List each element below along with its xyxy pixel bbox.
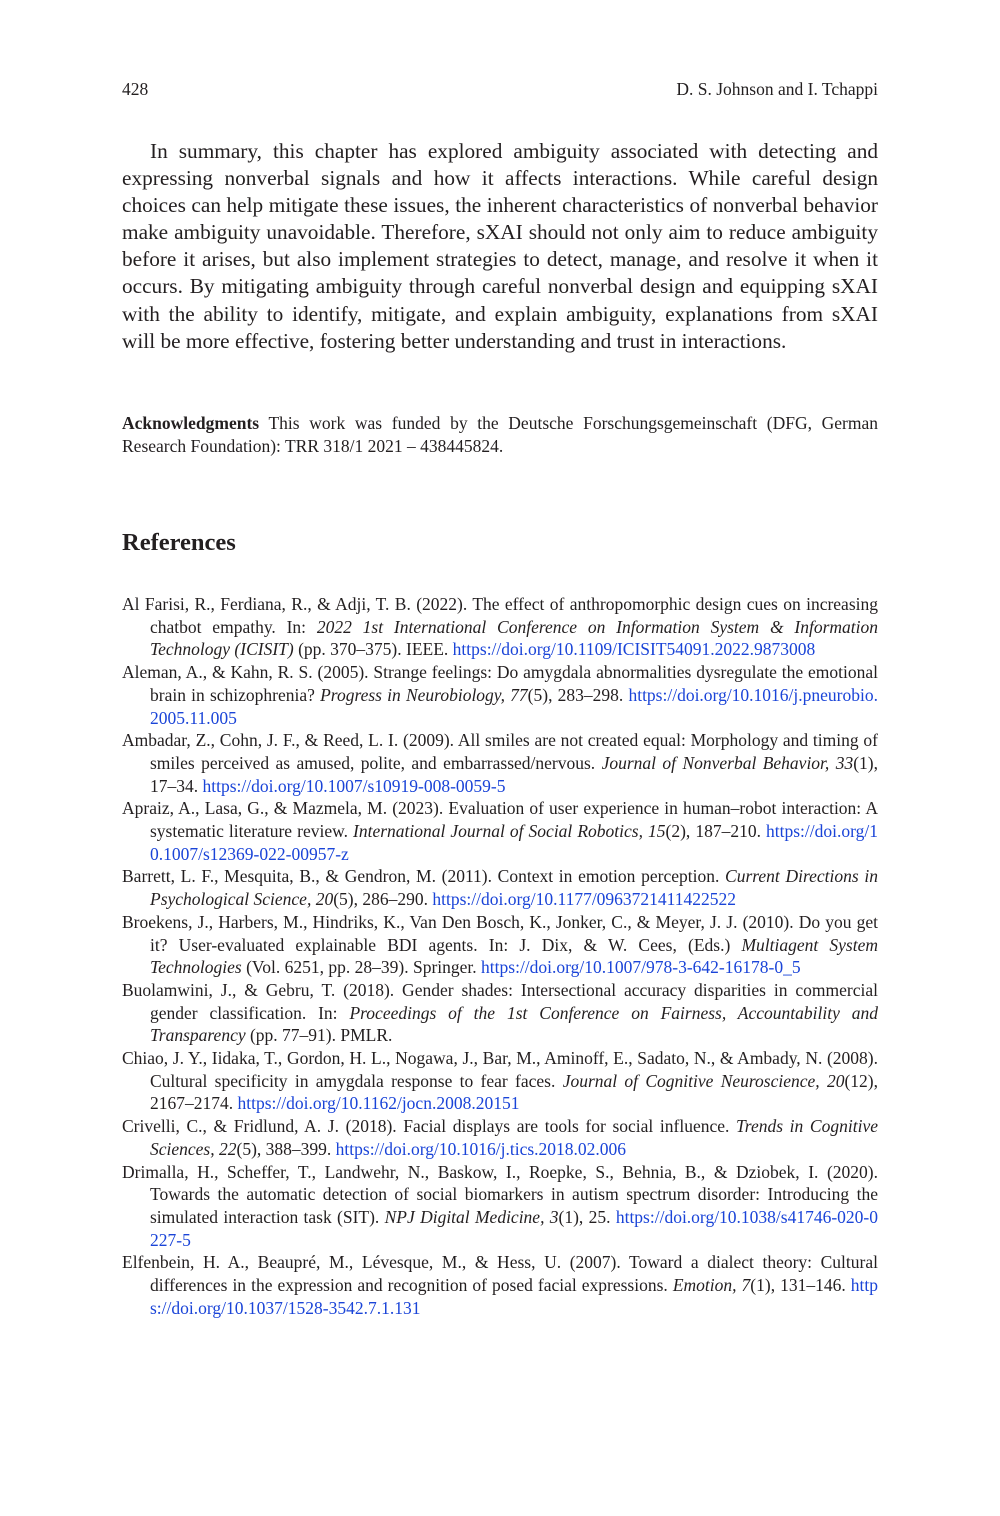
reference-authors: Barrett, L. F., Mesquita, B., & Gendron, M. (2011). Context in emotion perception. — [122, 866, 726, 887]
reference-item — [122, 729, 878, 797]
acknowledgments — [122, 412, 878, 457]
reference-doi-link[interactable]: https://doi.org/10.1016/j.pneurobio.2005.11.005 — [150, 684, 878, 728]
reference-venue: NPJ Digital Medicine, 3 — [384, 1206, 559, 1227]
reference-details: (Vol. 6251, pp. 28–39). Springer. — [241, 957, 482, 978]
reference-details: (12), 2167–2174. — [150, 1070, 879, 1114]
reference-venue: Proceedings of the 1st Conference on Fairness, Accountability and Transparency — [150, 1002, 878, 1046]
reference-doi-link[interactable]: https://doi.org/10.1037/1528-3542.7.1.131 — [150, 1275, 879, 1318]
reference-details: (1), 25. — [558, 1206, 616, 1227]
acknowledgments-text: This work was funded by the Deutsche Forschungsgemeinschaft (DFG, German Research Foundation): TRR 318/1 2021 – 438445824. — [122, 413, 879, 456]
reference-authors: Drimalla, H., Scheffer, T., Landwehr, N., Baskow, I., Roepke, S., Behnia, B., & Dziobek, I. (2020). Towards the automatic detection of social biomarkers in autism spectrum disorder: Introducing the simulated interaction task (SIT). — [122, 1161, 878, 1227]
reference-venue: International Journal of Social Robotics, 15 — [353, 821, 666, 842]
page-number: 428 — [122, 79, 149, 99]
reference-item — [122, 593, 878, 661]
reference-details: (5), 388–399. — [236, 1138, 336, 1159]
reference-list — [122, 593, 878, 1320]
reference-doi-link[interactable]: https://doi.org/10.1109/ICISIT54091.2022.9873008 — [452, 639, 816, 660]
running-head-authors: D. S. Johnson and I. Tchappi — [676, 79, 878, 99]
reference-item — [122, 1251, 878, 1319]
reference-doi-link[interactable]: https://doi.org/10.1016/j.tics.2018.02.006 — [335, 1138, 627, 1159]
reference-item — [122, 797, 878, 865]
reference-authors: Apraiz, A., Lasa, G., & Mazmela, M. (2023). Evaluation of user experience in human–robot interaction: A systematic literature review. — [122, 798, 878, 842]
reference-doi-link[interactable]: https://doi.org/10.1007/978-3-642-16178-0_5 — [481, 957, 801, 978]
reference-venue: Multiagent System Technologies — [150, 934, 879, 978]
reference-details: (pp. 370–375). IEEE. — [293, 639, 453, 660]
reference-authors: Elfenbein, H. A., Beaupré, M., Lévesque, M., & Hess, U. (2007). Toward a dialect theory: Cultural differences in the expression and recognition of posed facial expressions. — [122, 1252, 878, 1296]
reference-details: (1), 17–34. — [150, 752, 878, 796]
reference-details: (pp. 77–91). PMLR. — [245, 1025, 393, 1046]
reference-venue: 2022 1st International Conference on Information System & Information Technology (ICISIT) — [150, 616, 878, 660]
reference-item — [122, 1115, 878, 1160]
acknowledgments-label: Acknowledgments — [122, 413, 260, 433]
reference-item — [122, 1161, 878, 1252]
reference-venue: Journal of Nonverbal Behavior, 33 — [601, 752, 854, 773]
reference-authors: Broekens, J., Harbers, M., Hindriks, K., Van Den Bosch, K., Jonker, C., & Meyer, J. J. (2010). Do you get it? User-evaluated explainable BDI agents. In: J. Dix, & W. Cees, (Eds.) — [122, 911, 878, 955]
reference-authors: Aleman, A., & Kahn, R. S. (2005). Strange feelings: Do amygdala abnormalities dysregulate the emotional brain in schizophrenia? — [122, 662, 878, 705]
reference-doi-link[interactable]: https://doi.org/10.1007/s10919-008-0059-5 — [202, 775, 506, 796]
reference-authors: Crivelli, C., & Fridlund, A. J. (2018). Facial displays are tools for social influence. — [122, 1116, 737, 1137]
reference-doi-link[interactable]: https://doi.org/10.1177/0963721411422522 — [432, 889, 737, 910]
reference-doi-link[interactable]: https://doi.org/10.1162/jocn.2008.20151 — [237, 1093, 520, 1114]
reference-venue: Progress in Neurobiology, 77 — [320, 684, 528, 705]
reference-details: (2), 187–210. — [665, 821, 767, 842]
reference-item — [122, 865, 878, 910]
reference-venue: Emotion, 7 — [672, 1275, 751, 1296]
references-heading: References — [122, 529, 236, 556]
reference-venue: Trends in Cognitive Sciences, 22 — [150, 1116, 878, 1159]
reference-doi-link[interactable]: https://doi.org/10.1038/s41746-020-0227-5 — [150, 1206, 879, 1250]
reference-authors: Al Farisi, R., Ferdiana, R., & Adji, T. B. (2022). The effect of anthropomorphic design cues on increasing chatbot empathy. In: — [122, 594, 878, 637]
reference-item — [122, 661, 878, 729]
reference-item — [122, 911, 878, 979]
reference-authors: Ambadar, Z., Cohn, J. F., & Reed, L. I. (2009). All smiles are not created equal: Morphology and timing of smiles perceived as amused, polite, and embarrassed/nervous. — [122, 730, 878, 773]
reference-doi-link[interactable]: https://doi.org/10.1007/s12369-022-00957-z — [150, 821, 878, 864]
reference-item — [122, 1047, 878, 1115]
reference-item — [122, 979, 878, 1047]
running-head — [122, 79, 878, 103]
reference-venue: Journal of Cognitive Neuroscience, 20 — [562, 1070, 845, 1091]
reference-authors: Buolamwini, J., & Gebru, T. (2018). Gender shades: Intersectional accuracy disparities in commercial gender classification. In: — [122, 979, 878, 1023]
reference-details: (5), 286–290. — [333, 889, 433, 910]
reference-details: (1), 131–146. — [750, 1275, 851, 1296]
reference-details: (5), 283–298. — [527, 684, 629, 705]
reference-venue: Current Directions in Psychological Science, 20 — [150, 866, 878, 910]
reference-authors: Chiao, J. Y., Iidaka, T., Gordon, H. L., Nogawa, J., Bar, M., Aminoff, E., Sadato, N., & Ambady, N. (2008). Cultural specificity in amygdala response to fear faces. — [122, 1048, 878, 1091]
summary-paragraph: In summary, this chapter has explored ambiguity associated with detecting and expressing nonverbal signals and how it affects interactions. While careful design choices can help mitigate these issues, the inherent characteristics of nonverbal behavior make ambiguity unavoidable. Therefore, sXAI should not only aim to reduce ambiguity before it arises, but also implement strategies to detect, manage, and resolve it when it occurs. By mitigating ambiguity through careful nonverbal design and equipping sXAI with the ability to identify, mitigate, and explain ambiguity, explanations from sXAI will be more effective, fostering better understanding and trust in interactions. — [122, 139, 878, 353]
